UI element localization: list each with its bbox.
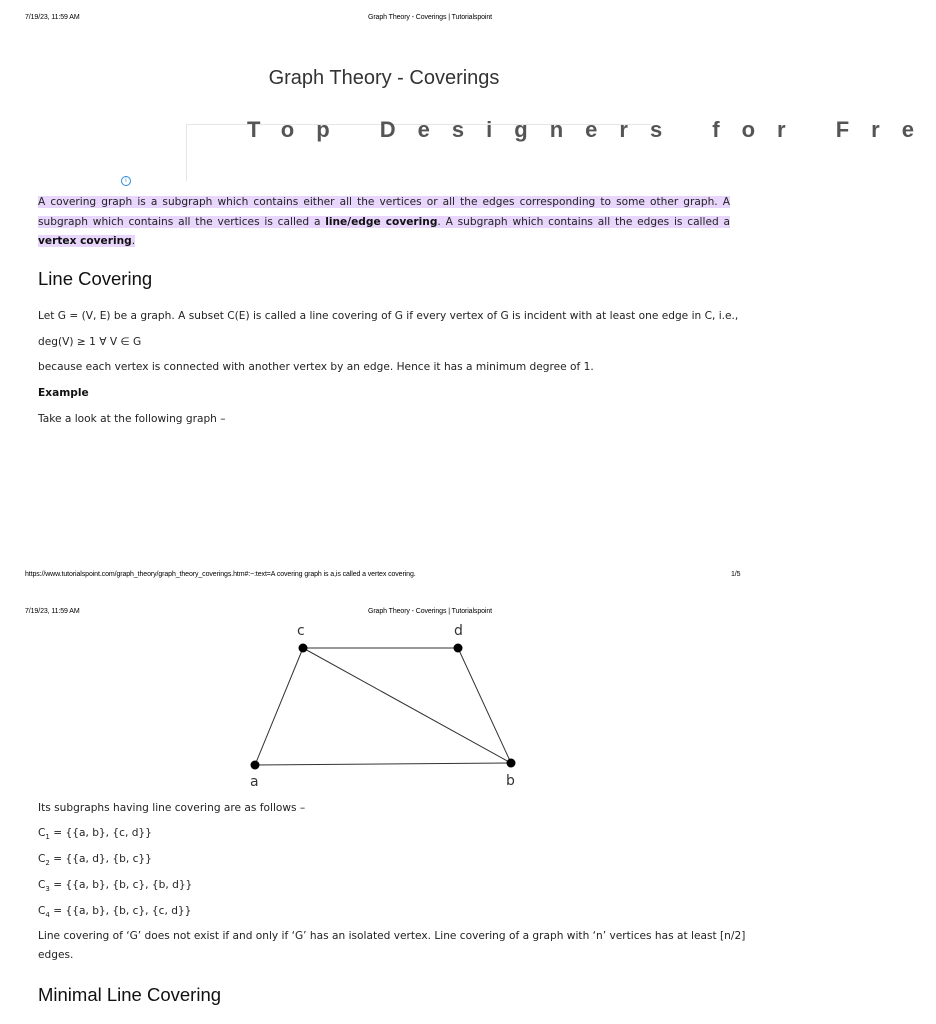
line-covering-conclusion-2: edges.	[38, 949, 74, 961]
intro-paragraph	[38, 193, 730, 252]
edge-c-b	[303, 648, 511, 763]
vertex-label-b: b	[506, 773, 515, 789]
print-page-title-2: Graph Theory - Coverings | Tutorialspoint	[367, 608, 493, 615]
line-covering-explanation: because each vertex is connected with another vertex by an edge. Hence it has a minimum degree of 1.	[38, 361, 594, 373]
line-covering-conclusion-1: Line covering of ‘G’ does not exist if and only if ‘G’ has an isolated vertex. Line covering of a graph with ‘n’ vertices has at least [n/2]	[38, 930, 746, 942]
intro-text-2: . A subgraph which contains all the edges is called a	[437, 215, 730, 228]
edge-c-a	[255, 648, 303, 765]
example-label: Example	[38, 387, 89, 399]
vertex-label-c: c	[297, 623, 305, 639]
vertex-d	[454, 644, 463, 653]
page-title: Graph Theory - Coverings	[268, 67, 500, 89]
ad-ghost-text: Top Designers for Fre	[247, 117, 936, 142]
subgraph-c1: $C_1 = \{\{a$, b}, {c, d}}	[38, 827, 152, 842]
vertex-label-a: a	[250, 774, 259, 790]
graph-figure	[230, 618, 540, 794]
edge-d-b	[458, 648, 511, 763]
vertex-label-d: d	[454, 623, 463, 639]
subgraphs-intro: Its subgraphs having line covering are as follows –	[38, 802, 306, 814]
subgraph-c3: $C_3 = \{\{a$, b}, {b, c}, {b, d}}	[38, 879, 193, 894]
graph-intro-text: Take a look at the following graph –	[38, 413, 226, 425]
intro-bold-vertex-covering: vertex covering	[38, 235, 132, 247]
degree-formula: deg(V) ≥ 1 ∀ V ∈ G	[38, 336, 142, 348]
line-covering-heading: Line Covering	[38, 268, 153, 289]
print-page-title: Graph Theory - Coverings | Tutorialspoint	[367, 14, 493, 21]
ad-banner[interactable]	[186, 117, 936, 181]
subgraph-c4: $C_4 = \{\{a$, b}, {b, c}, {c, d}}	[38, 905, 192, 920]
intro-text-3: .	[131, 235, 136, 247]
intro-text-1: A covering graph is a subgraph which contains either all the vertices or all the edges corresponding to some other graph. A subgraph which contains all the vertices is called a	[38, 196, 730, 228]
ad-info-icon[interactable]: i	[121, 176, 131, 186]
line-covering-definition: Let G = (V, E) be a graph. A subset C(E) is called a line covering of G if every vertex of G is incident with at least one edge in C, i.e.,	[38, 310, 739, 322]
print-url: https://www.tutorialspoint.com/graph_theory/graph_theory_coverings.htm#:~:text=A covering graph is a,is called a vertex covering.	[25, 571, 416, 578]
intro-bold-line-edge-covering: line/edge covering	[325, 215, 438, 228]
minimal-line-covering-heading: Minimal Line Covering	[38, 984, 222, 1005]
subgraph-c2: $C_2 = \{\{a$, d}, {b, c}}	[38, 853, 152, 868]
edge-a-b	[255, 763, 511, 765]
print-datetime-2: 7/19/23, 11:59 AM	[25, 608, 80, 615]
print-page-number: 1/5	[731, 571, 741, 578]
vertex-a	[251, 761, 260, 770]
vertex-b	[507, 759, 516, 768]
print-datetime: 7/19/23, 11:59 AM	[25, 14, 80, 21]
vertex-c	[299, 644, 308, 653]
